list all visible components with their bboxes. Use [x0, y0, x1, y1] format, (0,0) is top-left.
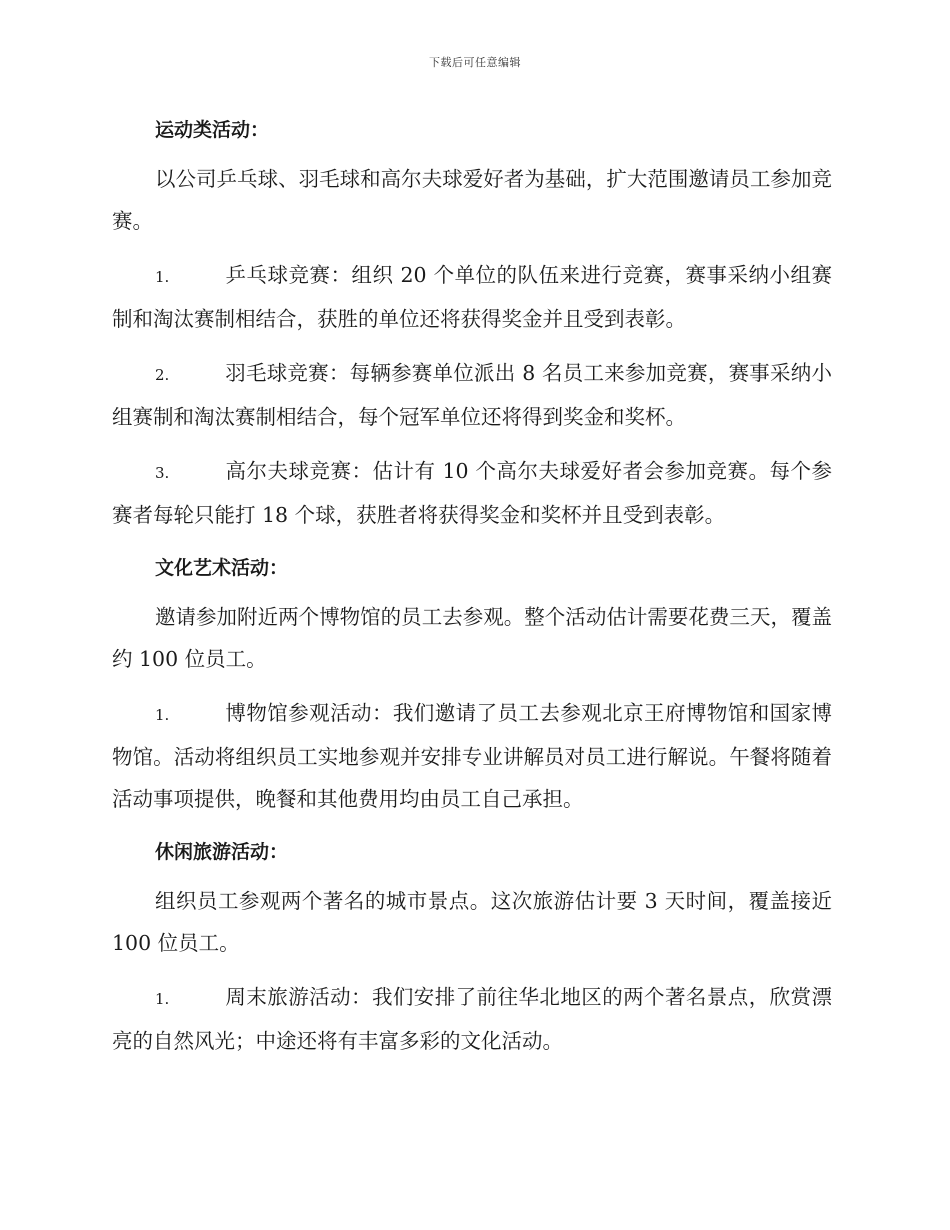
list-item-number: 1.: [155, 268, 170, 286]
list-item-number: 1.: [155, 706, 170, 724]
section-heading-culture: 文化艺术活动：: [155, 557, 289, 579]
section-intro-travel: 组织员工参观两个著名的城市景点。这次旅游估计要 3 天时间，覆盖接近 100 位员工。: [112, 889, 832, 955]
section-heading-travel: 休闲旅游活动：: [155, 841, 289, 863]
page-header: 下载后可任意编辑: [429, 56, 521, 69]
list-item-text: 博物馆参观活动：我们邀请了员工去参观北京王府博物馆和国家博物馆。活动将组织员工实地参观并安排专业讲解员对员工进行解说。午餐将随着活动事项提供，晚餐和其他费用均由员工自己承担。: [112, 701, 832, 811]
list-item-text: 乒乓球竞赛：组织 20 个单位的队伍来进行竞赛，赛事采纳小组赛制和淘汰赛制相结合，获胜的单位还将获得奖金并且受到表彰。: [112, 263, 832, 331]
section-heading-sports: 运动类活动：: [155, 119, 270, 141]
section-intro-sports: 以公司乒乓球、羽毛球和高尔夫球爱好者为基础，扩大范围邀请员工参加竞赛。: [112, 167, 832, 233]
list-item-text: 高尔夫球竞赛：估计有 10 个高尔夫球爱好者会参加竞赛。每个参赛者每轮只能打 18 个球，获胜者将获得奖金和奖杯并且受到表彰。: [112, 459, 832, 527]
list-item: [112, 692, 832, 820]
list-item-text: 周末旅游活动：我们安排了前往华北地区的两个著名景点，欣赏漂亮的自然风光；中途还将有丰富多彩的文化活动。: [112, 985, 832, 1053]
list-item: [112, 450, 832, 536]
list-item-number: 3.: [155, 464, 170, 482]
document-body: [112, 110, 832, 1074]
list-item-text: 羽毛球竞赛：每辆参赛单位派出 8 名员工来参加竞赛，赛事采纳小组赛制和淘汰赛制相结合，每个冠军单位还将得到奖金和奖杯。: [112, 361, 832, 429]
section-intro-culture: 邀请参加附近两个博物馆的员工去参观。整个活动估计需要花费三天，覆盖约 100 位员工。: [112, 605, 832, 671]
list-item: [112, 352, 832, 438]
list-item-number: 2.: [155, 366, 170, 384]
list-item: [112, 254, 832, 340]
list-item: [112, 976, 832, 1062]
list-item-number: 1.: [155, 990, 170, 1008]
